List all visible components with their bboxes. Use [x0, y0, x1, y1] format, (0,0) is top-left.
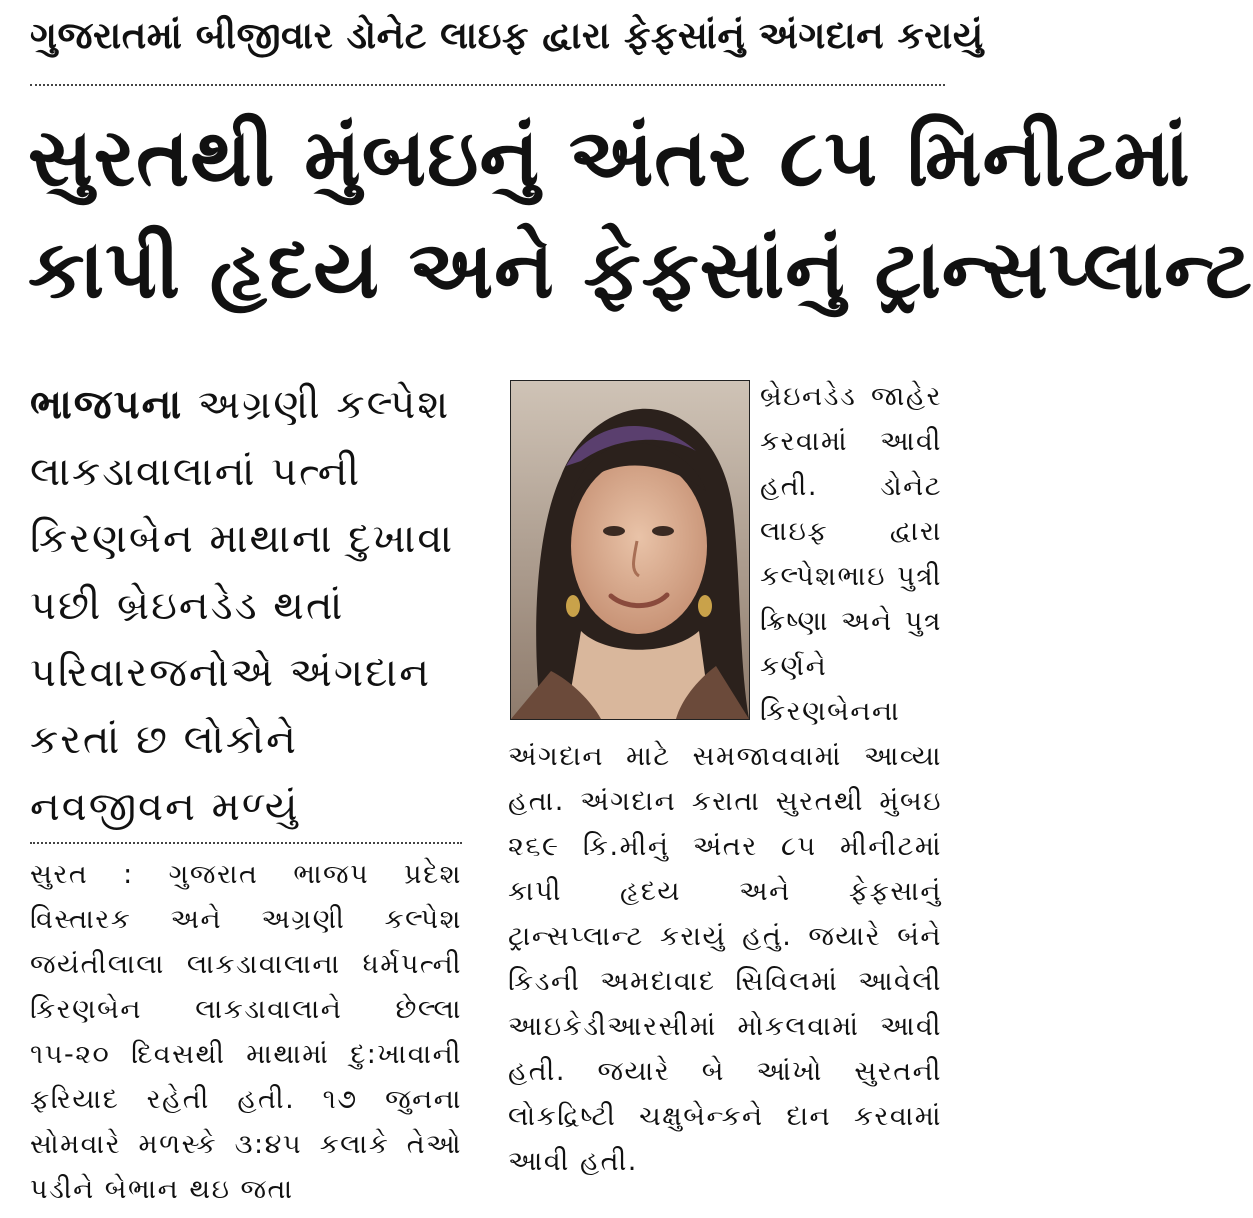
article-body-right-top: બ્રેઇનડેડ જાહેર કરવામાં આવી હતી. ડોનેટ લાઇફ દ્વારા કલ્પેશભાઇ પુત્રી ક્રિષ્ણા અને પુત્ર કર્ણને કિરણબેનના	[760, 381, 942, 727]
headline-line-1: સુરતથી મુંબઇનું અંતર ૮૫ મિનીટમાં	[28, 111, 1191, 204]
headline-line-2: કાપી હૃદય અને ફેફસાંનું ટ્રાન્સપ્લાન્ટ	[28, 223, 1253, 316]
subhead-lead: ભાજપના	[30, 382, 184, 428]
article-body-left: સુરત : ગુજરાત ભાજપ પ્રદેશ વિસ્તારક અને અગ્રણી કલ્પેશ જયંતીલાલા લાકડાવાલાના ધર્મપત્ની કિરણબેન લાકડાવાલાને છેલ્લા ૧૫-૨૦ દિવસથી માથામાં દુ:ખાવાની ફરિયાદ રહેતી હતી. ૧૭ જુનના સોમવારે મળસ્કે ૩:૪૫ કલાકે તેઓ પડીને બેભાન થઇ જતા	[30, 859, 462, 1205]
main-headline	[28, 102, 1253, 326]
subhead-text: અગ્રણી કલ્પેશ લાકડાવાલાનાં પત્ની કિરણબેન માથાના દુખાવા પછી બ્રેઇનડેડ થતાં પરિવારજનોએ અંગદાન કરતાં છ લોકોને નવજીવન મળ્યું	[30, 382, 455, 830]
article-body-right-bottom: અંગદાન માટે સમજાવવામાં આવ્યા હતા. અંગદાન કરાતા સુરતથી મુંબઇ ૨૬૯ કિ.મીનું અંતર ૮૫ મીનીટમાં કાપી હૃદય અને ફેફસાનું ટ્રાન્સપ્લાન્ટ કરાયું હતું. જયારે બંને કિડની અમદાવાદ સિવિલમાં આવેલી આઇકેડીઆરસીમાં મોકલવામાં આવી હતી. જયારે બે આંખો સુરતની લોકદ્રિષ્ટી ચક્ષુબેન્કને દાન કરવામાં આવી હતી.	[508, 741, 942, 1177]
subhead-divider	[30, 842, 462, 844]
subheadline	[30, 372, 470, 841]
portrait-illustration	[511, 381, 749, 719]
kicker-divider	[30, 84, 945, 86]
portrait-photo	[510, 380, 750, 720]
kicker-headline: ગુજરાતમાં બીજીવાર ડોનેટ લાઇફ દ્વારા ફેફસાંનું અંગદાન કરાયું	[30, 14, 984, 57]
